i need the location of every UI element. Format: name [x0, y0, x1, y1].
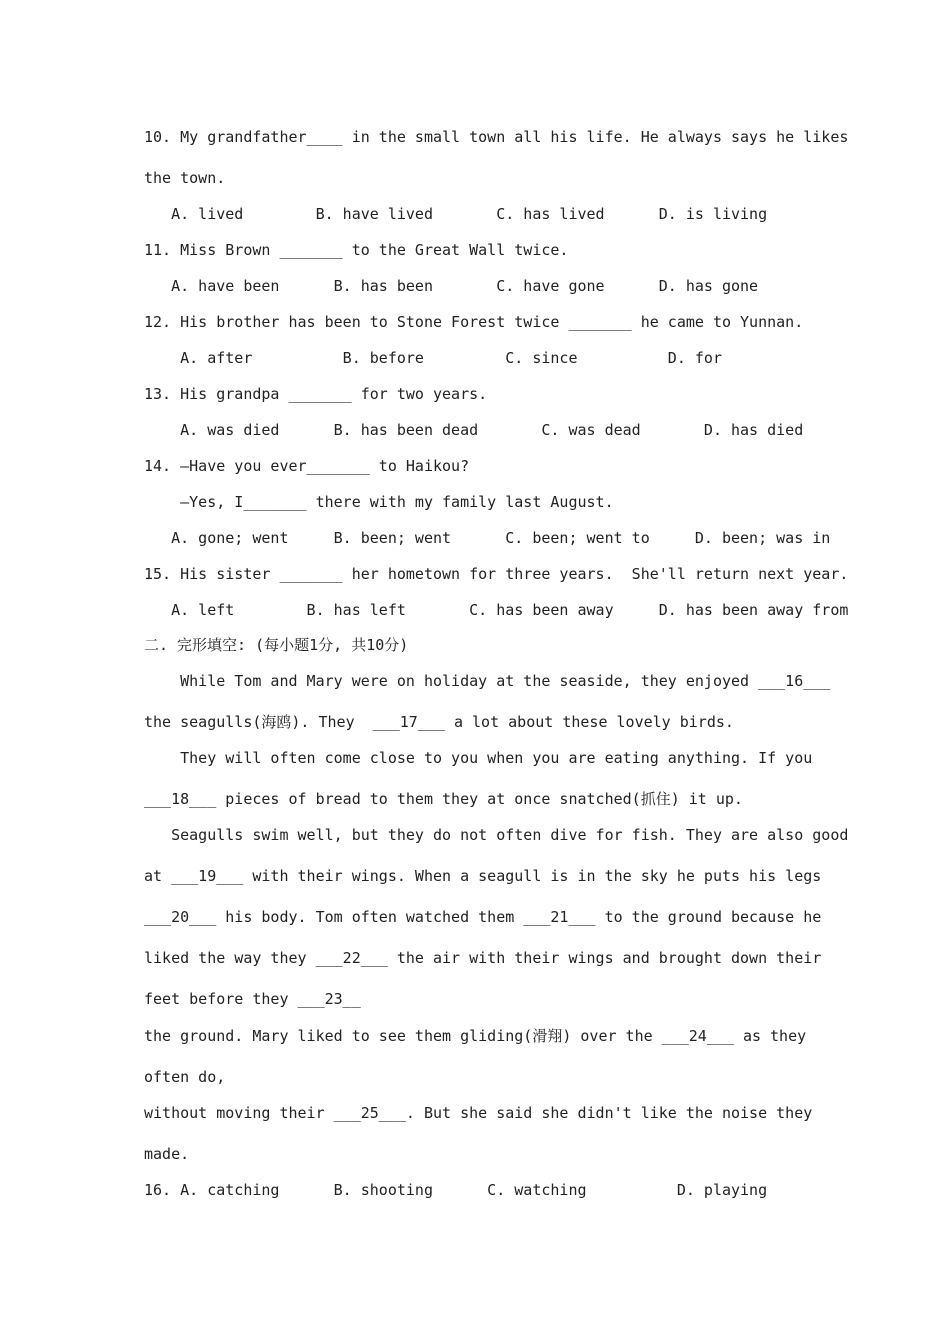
- section-2-heading: 二. 完形填空: (每小题1分, 共10分): [144, 636, 409, 654]
- question-11-options: A. have been B. has been C. have gone D. has gone: [144, 277, 759, 295]
- passage-line: the seagulls(海鸥). They ___17___ a lot about these lovely birds.: [144, 713, 734, 731]
- question-16-options: 16. A. catching B. shooting C. watching D. playing: [144, 1181, 768, 1199]
- passage-line: ___18___ pieces of bread to them they at once snatched(抓住) it up.: [144, 790, 743, 808]
- passage-line: feet before they ___23__: [144, 990, 361, 1008]
- question-14: 14. —Have you ever_______ to Haikou?: [144, 457, 470, 475]
- question-15-options: A. left B. has left C. has been away D. has been away from: [144, 601, 849, 619]
- passage-line: Seagulls swim well, but they do not often dive for fish. They are also good: [144, 826, 849, 844]
- question-10-continued: the town.: [144, 169, 226, 187]
- question-13-options: A. was died B. has been dead C. was dead D. has died: [144, 421, 804, 439]
- question-10: 10. My grandfather____ in the small town all his life. He always says he likes: [144, 128, 849, 146]
- passage-line: at ___19___ with their wings. When a seagull is in the sky he puts his legs: [144, 867, 822, 885]
- question-12: 12. His brother has been to Stone Forest twice _______ he came to Yunnan.: [144, 313, 804, 331]
- passage-line: the ground. Mary liked to see them gliding(滑翔) over the ___24___ as they: [144, 1027, 807, 1045]
- question-15: 15. His sister _______ her hometown for three years. She'll return next year.: [144, 565, 849, 583]
- question-11: 11. Miss Brown _______ to the Great Wall twice.: [144, 241, 569, 259]
- question-13: 13. His grandpa _______ for two years.: [144, 385, 488, 403]
- passage-line: While Tom and Mary were on holiday at the seaside, they enjoyed ___16___: [144, 672, 831, 690]
- passage-line: They will often come close to you when you are eating anything. If you: [144, 749, 813, 767]
- question-14-reply: —Yes, I_______ there with my family last August.: [144, 493, 614, 511]
- passage-line: ___20___ his body. Tom often watched them ___21___ to the ground because he: [144, 908, 822, 926]
- question-14-options: A. gone; went B. been; went C. been; went to D. been; was in: [144, 529, 831, 547]
- passage-line: liked the way they ___22___ the air with their wings and brought down their: [144, 949, 822, 967]
- passage-line: made.: [144, 1145, 190, 1163]
- passage-line: without moving their ___25___. But she said she didn't like the noise they: [144, 1104, 813, 1122]
- question-10-options: A. lived B. have lived C. has lived D. is living: [144, 205, 768, 223]
- question-12-options: A. after B. before C. since D. for: [144, 349, 722, 367]
- passage-line: often do,: [144, 1068, 226, 1086]
